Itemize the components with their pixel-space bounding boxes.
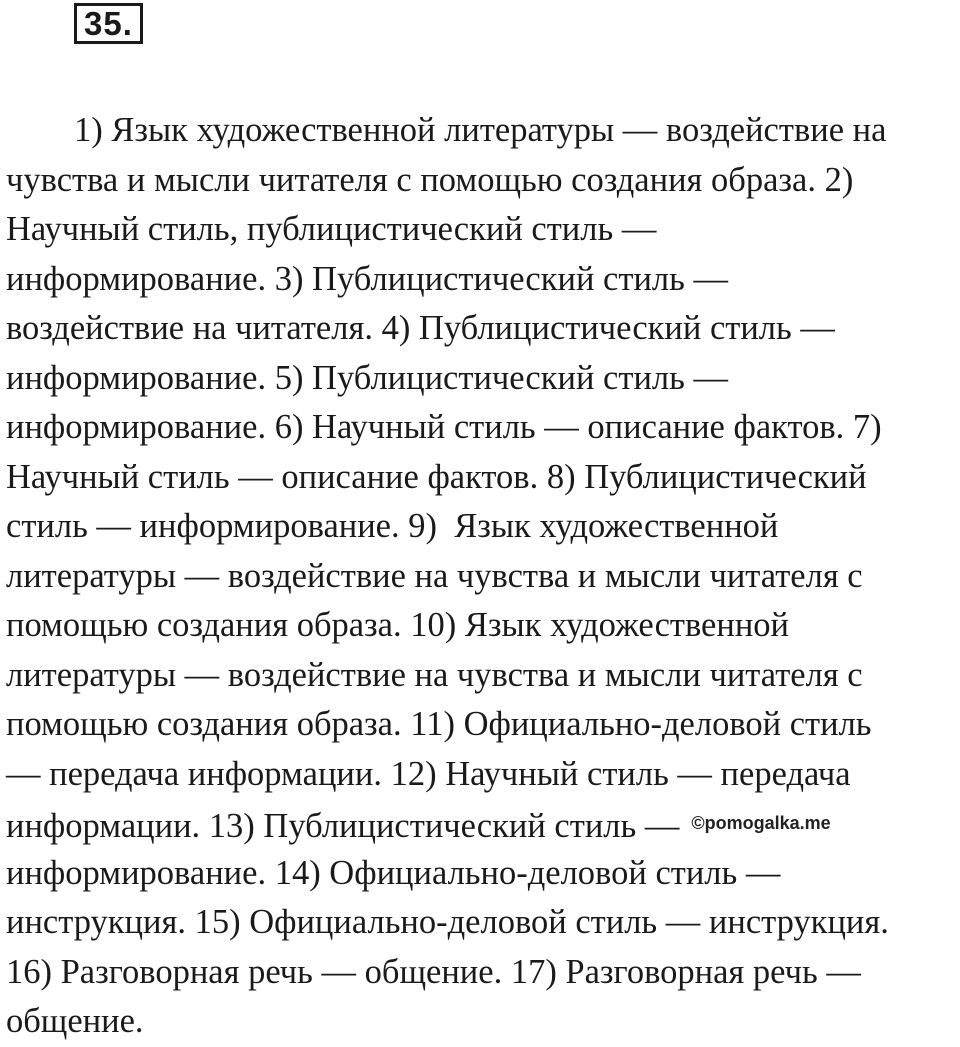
answer-line: информирование. 6) Научный стиль — описание фактов. 7) [6, 408, 882, 446]
watermark: ©pomogalka.me [691, 813, 831, 833]
answer-line: общение. [6, 1002, 144, 1040]
answer-line: стиль — информирование. 9) Язык художественной [6, 507, 779, 545]
task-number: 35. [84, 5, 133, 42]
answer-line: воздействие на читателя. 4) Публицистический стиль — [6, 309, 835, 347]
answer-text [6, 106, 958, 1047]
answer-line: помощью создания образа. 11) Официально-деловой стиль [6, 705, 872, 743]
answer-line: литературы — воздействие на чувства и мысли читателя с [6, 655, 863, 694]
answer-line: 1) Язык художественной литературы — воздействие на [74, 111, 887, 149]
answer-line: чувства и мысли читателя с помощью создания образа. 2) [6, 160, 854, 199]
answer-line: литературы — воздействие на чувства и мысли читателя с [6, 556, 863, 595]
answer-line: Научный стиль, публицистический стиль — [6, 210, 657, 248]
answer-line: — передача информации. 12) Научный стиль — передача [6, 754, 851, 793]
answer-line: информирование. 5) Публицистический стиль — [6, 358, 728, 397]
answer-line: информирование. 3) Публицистический стиль — [6, 259, 728, 298]
answer-line: помощью создания образа. 10) Язык художественной [6, 606, 790, 644]
task-number-box [74, 3, 143, 44]
answer-line-with-watermark [6, 799, 958, 849]
answer-line: 16) Разговорная речь — общение. 17) Разговорная речь — [6, 952, 861, 991]
answer-line: инструкция. 15) Официально-деловой стиль — инструкция. [6, 903, 889, 941]
answer-line-text: информации. 13) Публицистический стиль — [6, 807, 680, 846]
answer-line: информирование. 14) Официально-деловой стиль — [6, 853, 781, 892]
answer-line: Научный стиль — описание фактов. 8) Публицистический [6, 457, 867, 496]
